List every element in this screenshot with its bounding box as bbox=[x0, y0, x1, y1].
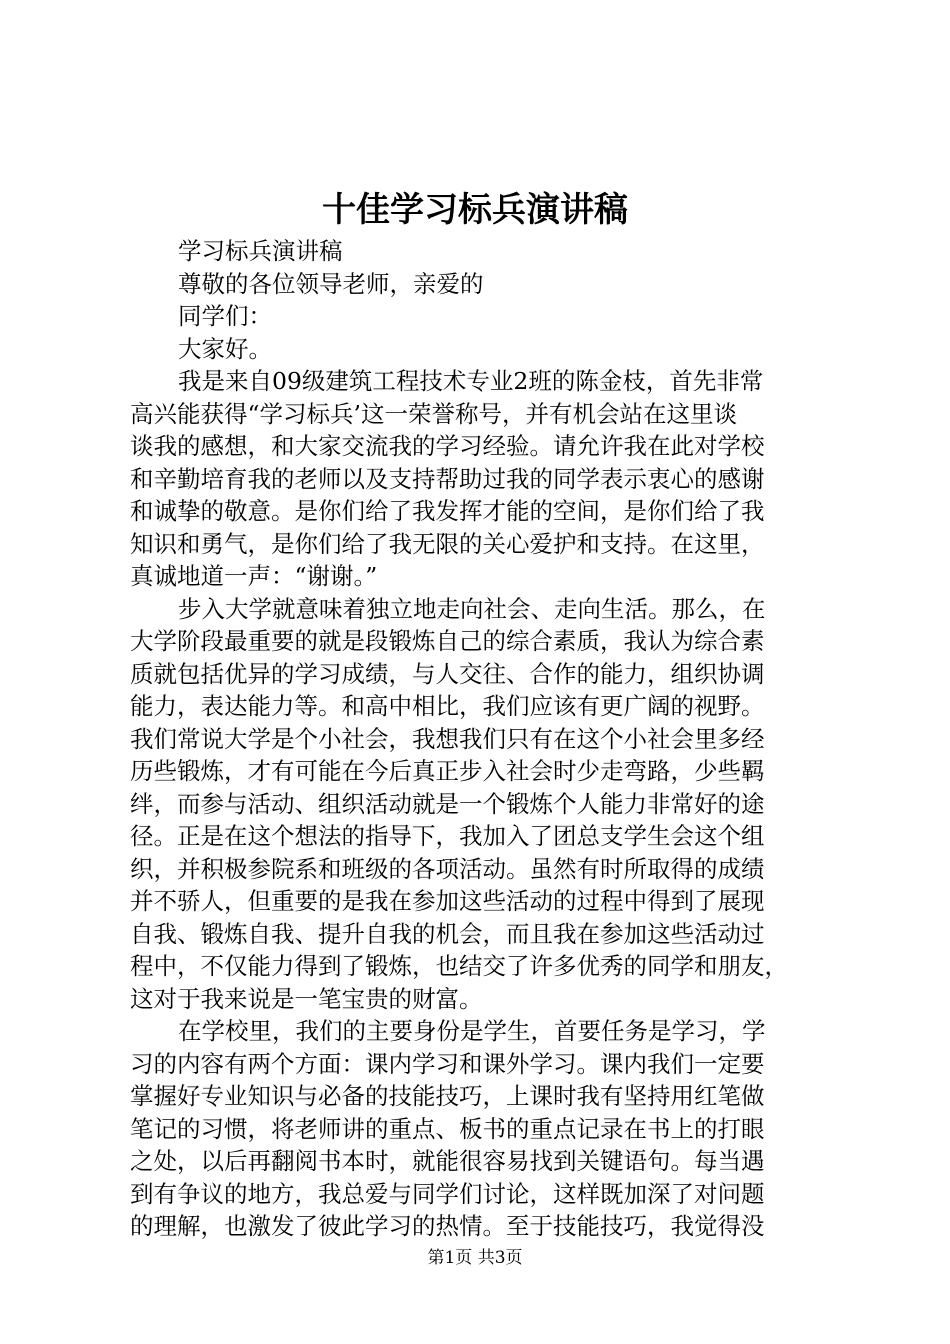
text-line: 织，并积极参院系和班级的各项活动。虽然有时所取得的成绩 bbox=[130, 854, 765, 883]
text-line: 在学校里，我们的主要身份是学生，首要任务是学习，学 bbox=[178, 1017, 766, 1045]
text-line: 大学阶段最重要的就是段锻炼自己的综合素质，我认为综合素 bbox=[130, 627, 765, 655]
text-line: 我们常说大学是个小社会，我想我们只有在这个小社会里多经 bbox=[130, 724, 765, 753]
text-line: 高兴能获得“学习标兵’这一荣誉称号，并有机会站在这里谈 bbox=[130, 399, 737, 428]
text-line: 的理解，也激发了彼此学习的热情。至于技能技巧，我觉得没 bbox=[130, 1212, 765, 1240]
text-line: 绊，而参与活动、组织活动就是一个锻炼个人能力非常好的途 bbox=[130, 789, 765, 818]
text-line: 这对于我来说是一笔宝贵的财富。 bbox=[130, 984, 483, 1013]
text-line: 并不骄人，但重要的是我在参加这些活动的过程中得到了展现 bbox=[130, 887, 765, 915]
document-body bbox=[130, 235, 834, 1243]
text-line: 尊敬的各位领导老师，亲爱的 bbox=[178, 269, 484, 298]
text-line: 大家好。 bbox=[178, 334, 272, 363]
text-line: 之处，以后再翻阅书本时，就能很容易找到关键语句。每当遇 bbox=[130, 1147, 765, 1175]
text-line: 自我、锻炼自我、提升自我的机会，而且我在参加这些活动过 bbox=[130, 919, 765, 948]
text-line: 学习标兵演讲稿 bbox=[178, 237, 343, 265]
text-line: 谈我的感想，和大家交流我的学习经验。请允许我在此对学校 bbox=[130, 432, 765, 460]
document-title: 十佳学习标兵演讲稿 bbox=[322, 190, 628, 230]
text-line: 径。正是在这个想法的指导下，我加入了团总支学生会这个组 bbox=[130, 822, 765, 850]
text-line: 和辛勤培育我的老师以及支持帮助过我的同学表示衷心的感谢 bbox=[130, 464, 765, 493]
text-line: 习的内容有两个方面：课内学习和课外学习。课内我们一定要 bbox=[130, 1049, 765, 1078]
text-line: 知识和勇气，是你们给了我无限的关心爱护和支持。在这里， bbox=[130, 529, 765, 558]
text-line: 程中，不仅能力得到了锻炼，也结交了许多优秀的同学和朋友， bbox=[130, 952, 788, 980]
text-line: 质就包括优异的学习成绩，与人交往、合作的能力，组织协调 bbox=[130, 659, 765, 688]
text-line: 能力，表达能力等。和高中相比，我们应该有更广阔的视野。 bbox=[130, 692, 765, 720]
text-line: 历些锻炼，才有可能在今后真正步入社会时少走弯路，少些羁 bbox=[130, 757, 765, 785]
text-line: 我是来自09级建筑工程技术专业2班的陈金枝，首先非常 bbox=[178, 367, 764, 395]
text-line: 到有争议的地方，我总爱与同学们讨论，这样既加深了对问题 bbox=[130, 1179, 765, 1208]
text-line: 掌握好专业知识与必备的技能技巧，上课时我有坚持用红笔做 bbox=[130, 1082, 765, 1110]
text-line: 步入大学就意味着独立地走向社会、走向生活。那么，在 bbox=[178, 594, 766, 623]
text-line: 和诚挚的敬意。是你们给了我发挥才能的空间，是你们给了我 bbox=[130, 497, 765, 525]
text-line: 同学们： bbox=[178, 302, 272, 330]
text-line: 真诚地道一声：“谢谢。” bbox=[130, 562, 378, 590]
text-line: 笔记的习惯，将老师讲的重点、板书的重点记录在书上的打眼 bbox=[130, 1114, 765, 1143]
page-footer: 第1页 共3页 bbox=[427, 1248, 523, 1268]
